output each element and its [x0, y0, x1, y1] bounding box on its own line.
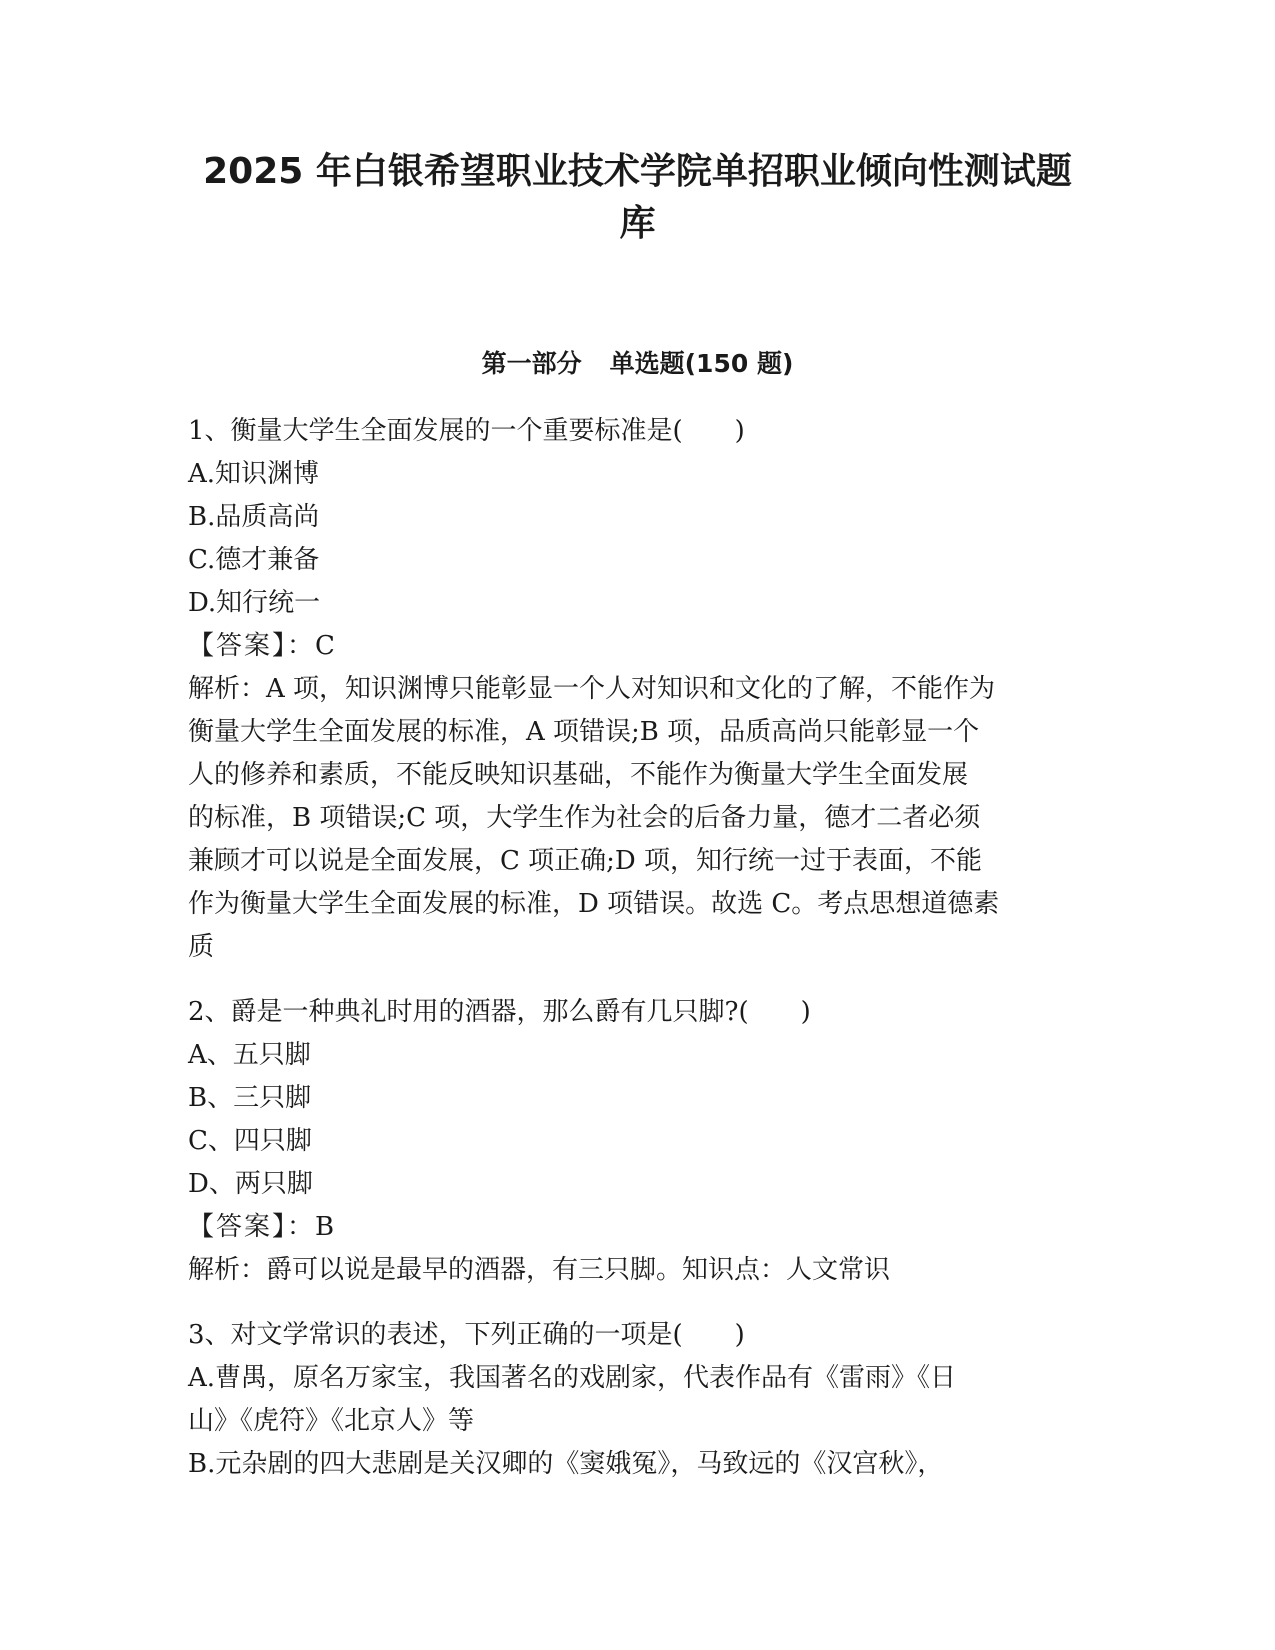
analysis-line: 质 — [188, 932, 215, 962]
document-title — [150, 146, 1125, 250]
option-b: B、三只脚 — [188, 1083, 312, 1113]
option-a: A、五只脚 — [188, 1040, 311, 1070]
document-title-line-1: 2025 年白银希望职业技术学院单招职业倾向性测试题 — [203, 151, 1072, 192]
question-stem: 1、衡量大学生全面发展的一个重要标准是( ) — [188, 416, 745, 446]
analysis-line: 作为衡量大学生全面发展的标准，D 项错误。故选 C。考点思想道德素 — [188, 889, 1000, 919]
option-c: C、四只脚 — [188, 1126, 312, 1156]
question-stem: 3、对文学常识的表述，下列正确的一项是( ) — [188, 1320, 745, 1350]
section-name: 单选题(150 题) — [609, 349, 794, 378]
document-title-line-2: 库 — [619, 203, 656, 244]
analysis-line: 解析：爵可以说是最早的酒器，有三只脚。知识点：人文常识 — [188, 1255, 891, 1285]
option-d: D、两只脚 — [188, 1169, 313, 1199]
answer-line: 【答案】：C — [188, 631, 337, 661]
option-a: A.知识渊博 — [188, 459, 320, 489]
analysis-line: 兼顾才可以说是全面发展，C 项正确;D 项，知行统一过于表面，不能 — [188, 846, 983, 876]
option-c: C.德才兼备 — [188, 545, 320, 575]
option-b: B.元杂剧的四大悲剧是关汉卿的《窦娥冤》，马致远的《汉宫秋》， — [188, 1449, 944, 1479]
answer-line: 【答案】：B — [188, 1212, 337, 1242]
analysis-line: 解析：A 项，知识渊博只能彰显一个人对知识和文化的了解，不能作为 — [188, 674, 996, 704]
question-stem: 2、爵是一种典礼时用的酒器，那么爵有几只脚?( ) — [188, 997, 811, 1027]
option-b: B.品质高尚 — [188, 502, 320, 532]
analysis-line: 衡量大学生全面发展的标准，A 项错误;B 项，品质高尚只能彰显一个 — [188, 717, 980, 747]
option-a: A.曹禺，原名万家宝，我国著名的戏剧家，代表作品有《雷雨》《日 — [188, 1363, 957, 1393]
analysis-text — [188, 668, 1088, 969]
section-part-label: 第一部分 — [481, 349, 582, 378]
question-1 — [188, 410, 1088, 969]
section-heading — [150, 346, 1125, 382]
question-list — [188, 410, 1088, 1486]
analysis-line: 人的修养和素质，不能反映知识基础，不能作为衡量大学生全面发展 — [188, 760, 969, 790]
question-3 — [188, 1314, 1088, 1486]
option-a-continued: 山》《虎符》《北京人》等 — [188, 1406, 475, 1436]
option-d: D.知行统一 — [188, 588, 321, 618]
question-2 — [188, 991, 1088, 1292]
analysis-line: 的标准，B 项错误;C 项，大学生作为社会的后备力量，德才二者必须 — [188, 803, 981, 833]
